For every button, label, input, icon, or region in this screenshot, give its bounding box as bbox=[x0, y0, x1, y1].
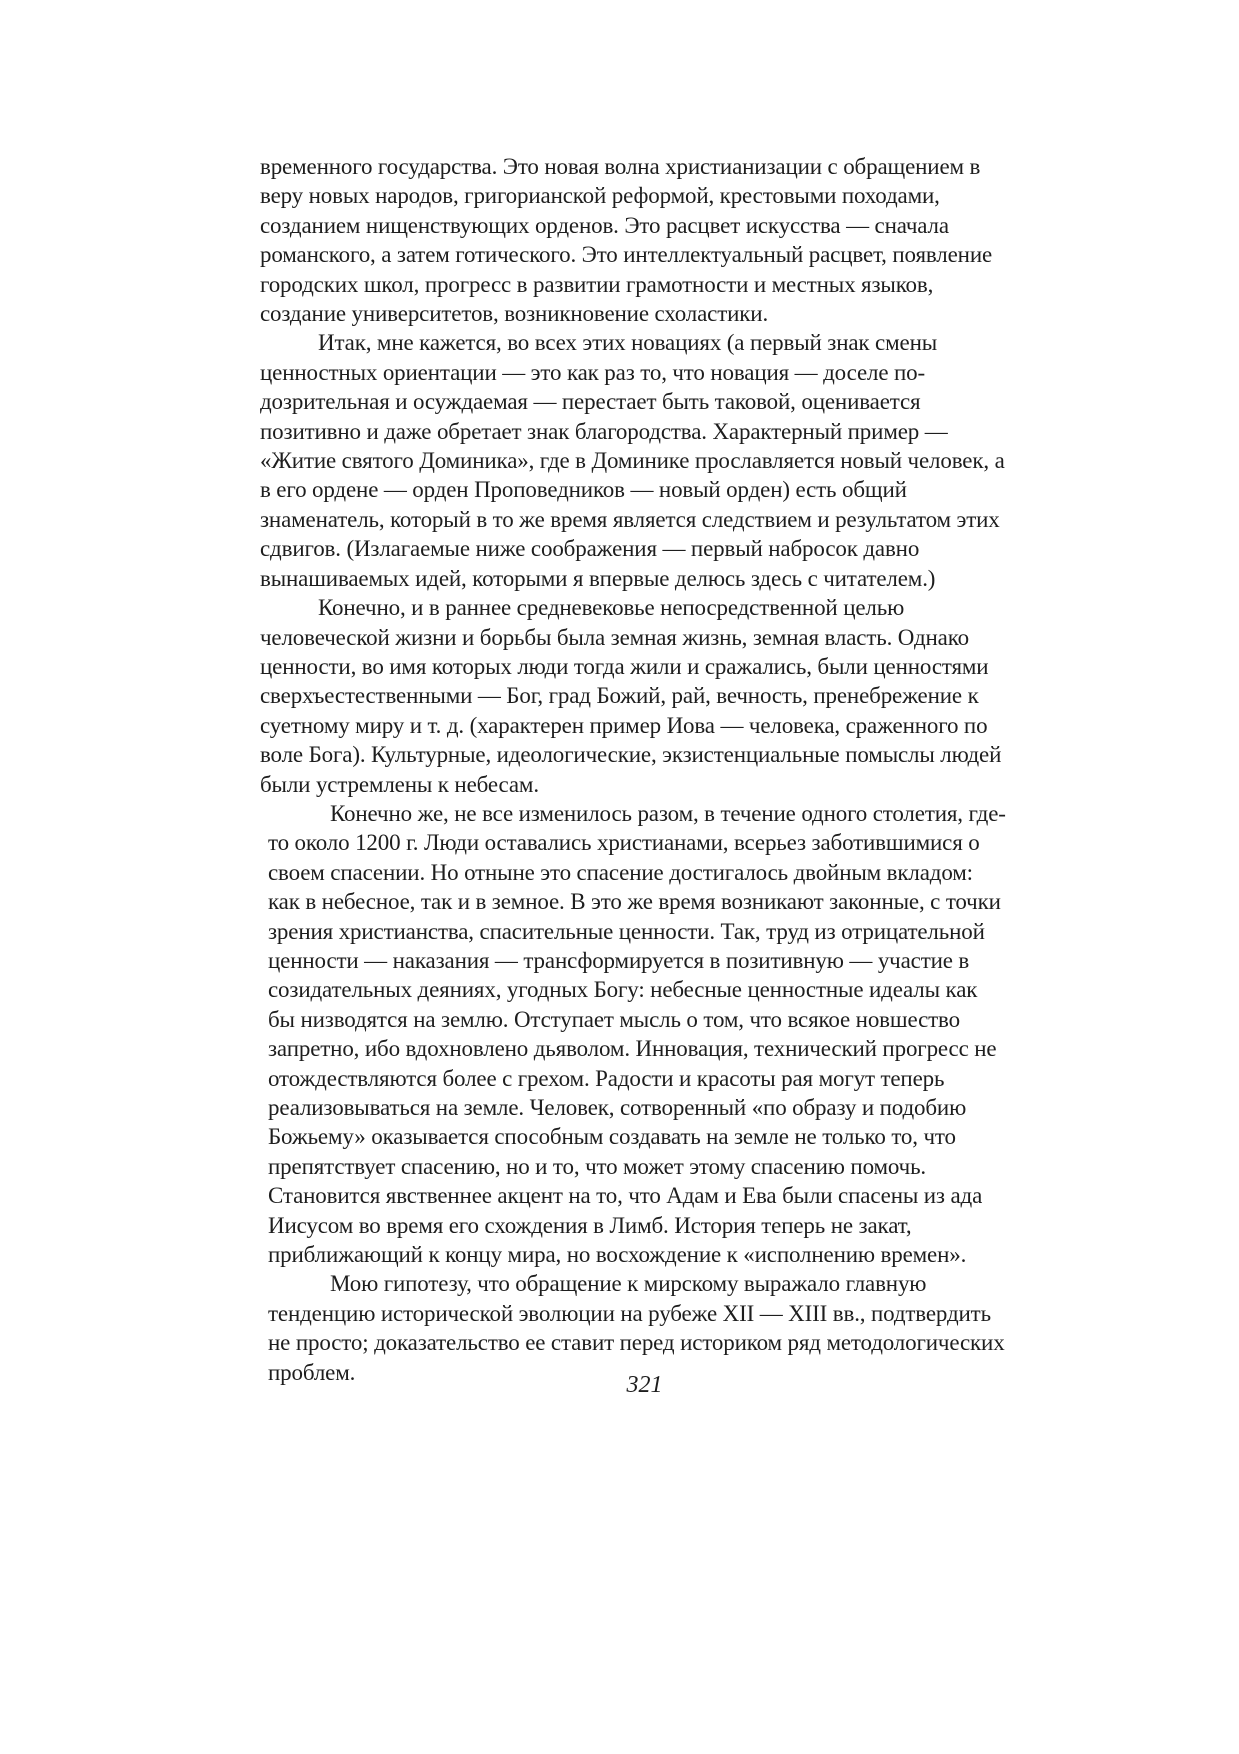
text-line: Становится явственнее акцент на то, что Адам и Ева были спасены из ада bbox=[268, 1183, 983, 1209]
paragraph bbox=[260, 593, 1086, 799]
paragraph bbox=[260, 799, 1086, 1270]
text-line: Конечно же, не все изменилось разом, в течение одного столетия, где- bbox=[330, 800, 1006, 826]
text-line: знаменатель, который в то же время является следствием и результатом этих bbox=[260, 506, 1000, 532]
page-number: 321 bbox=[626, 1372, 663, 1398]
text-line: то около 1200 г. Люди оставались христианами, всерьез заботившимися о bbox=[268, 830, 980, 856]
paragraph bbox=[260, 328, 1086, 593]
text-line: как в небесное, так и в земное. В это же время возникают законные, с точки bbox=[268, 889, 1001, 915]
text-line: ценности, во имя которых люди тогда жили и сражались, были ценностями bbox=[260, 653, 989, 679]
paragraph bbox=[260, 152, 1086, 328]
text-line: реализовываться на земле. Человек, сотворенный «по образу и подобию bbox=[268, 1095, 967, 1120]
text-line: Божьему» оказывается способным создавать на земле не только то, что bbox=[268, 1124, 956, 1150]
text-line: проблем. bbox=[268, 1359, 356, 1385]
text-line: Конечно, и в раннее средневековье непосредственной целью bbox=[318, 595, 905, 621]
paragraph bbox=[260, 1269, 1086, 1387]
text-line: созидательных деяниях, угодных Богу: небесные ценностные идеалы как bbox=[268, 977, 978, 1003]
text-line: сдвигов. (Излагаемые ниже соображения — первый набросок давно bbox=[260, 536, 920, 562]
text-line: препятствует спасению, но и то, что может этому спасению помочь. bbox=[268, 1153, 927, 1179]
text-line: своем спасении. Но отныне это спасение достигалось двойным вкладом: bbox=[268, 859, 973, 885]
text-line: зрения христианства, спасительные ценности. Так, труд из отрицательной bbox=[268, 918, 985, 944]
text-line: приближающий к концу мира, но восхождение к «исполнению времен». bbox=[268, 1242, 967, 1268]
text-line: запретно, ибо вдохновлено дьяволом. Инновация, технический прогресс не bbox=[268, 1036, 997, 1062]
body-text bbox=[260, 152, 1086, 1387]
text-line: бы низводятся на землю. Отступает мысль о том, что всякое новшество bbox=[268, 1006, 960, 1032]
text-line: романского, а затем готического. Это интеллектуальный расцвет, появление bbox=[260, 242, 993, 268]
text-line: «Житие святого Доминика», где в Доминике прославляется новый человек, а bbox=[260, 448, 1005, 474]
text-line: Иисусом во время его схождения в Лимб. История теперь не закат, bbox=[268, 1212, 912, 1238]
text-line: человеческой жизни и борьбы была земная жизнь, земная власть. Однако bbox=[260, 624, 969, 650]
text-line: не просто; доказательство ее ставит перед историком ряд методологических bbox=[268, 1330, 1005, 1356]
text-line: ценности — наказания — трансформируется в позитивную — участие в bbox=[268, 947, 970, 973]
text-line: вынашиваемых идей, которыми я впервые делюсь здесь с читателем.) bbox=[260, 565, 936, 591]
text-line: временного государства. Это новая волна христианизации с обращением в bbox=[260, 154, 981, 179]
text-line: ценностных ориентации — это как раз то, что новация — доселе по- bbox=[260, 359, 926, 385]
text-line: суетному миру и т. д. (характерен пример Иова — человека, сраженного по bbox=[260, 712, 988, 738]
text-line: Итак, мне кажется, во всех этих новациях (а первый знак смены bbox=[318, 330, 938, 356]
text-line: сверхъестественными — Бог, град Божий, рай, вечность, пренебрежение к bbox=[260, 683, 979, 709]
text-line: созданием нищенствующих орденов. Это расцвет искусства — сначала bbox=[260, 212, 949, 238]
text-line: позитивно и даже обретает знак благородства. Характерный пример — bbox=[260, 418, 948, 444]
text-line: создание университетов, возникновение схоластики. bbox=[260, 301, 769, 327]
text-line: городских школ, прогресс в развитии грамотности и местных языков, bbox=[260, 271, 934, 297]
text-line: были устремлены к небесам. bbox=[260, 771, 539, 797]
text-line: веру новых народов, григорианской реформой, крестовыми походами, bbox=[260, 183, 940, 209]
text-line: отождествляются более с грехом. Радости и красоты рая могут теперь bbox=[268, 1065, 945, 1091]
text-line: тенденцию исторической эволюции на рубеже XII — XIII вв., подтвердить bbox=[268, 1300, 991, 1326]
text-line: в его ордене — орден Проповедников — новый орден) есть общий bbox=[260, 477, 907, 503]
text-line: Мою гипотезу, что обращение к мирскому выражало главную bbox=[330, 1271, 927, 1297]
text-line: дозрительная и осуждаемая — перестает быть таковой, оценивается bbox=[260, 389, 921, 415]
text-line: воле Бога). Культурные, идеологические, экзистенциальные помыслы людей bbox=[260, 742, 1002, 768]
